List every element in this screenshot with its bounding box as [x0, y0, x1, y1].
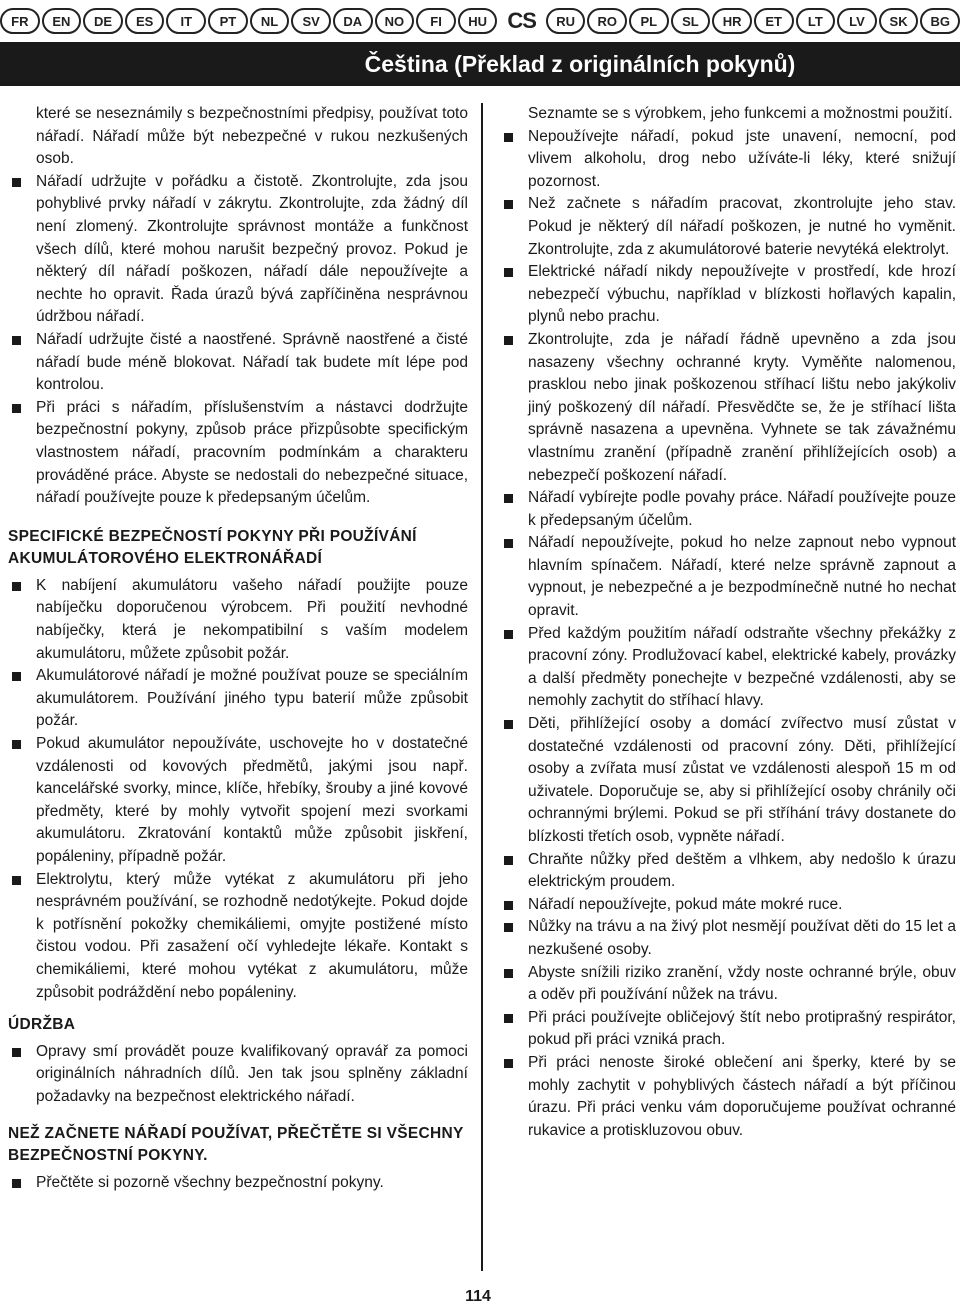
bullet-square-icon [12, 582, 21, 591]
language-tab-pt[interactable]: PT [208, 8, 248, 34]
list-item [8, 397, 468, 510]
language-tab-fi[interactable]: FI [416, 8, 456, 34]
language-tab-bar [0, 6, 960, 36]
page-title: Čeština (Překlad z originálních pokynů) [364, 50, 796, 77]
bullet-square-icon [504, 133, 513, 142]
language-tab-es[interactable]: ES [125, 8, 165, 34]
bullet-square-icon [504, 200, 513, 209]
battery-section-heading: SPECIFICKÉ BEZPEČNOSTÍ POKYNY PŘI POUŽÍVÁNÍ AKUMULÁTOROVÉHO ELEKTRONÁŘADÍ [8, 527, 417, 568]
bullet-square-icon [504, 268, 513, 277]
bullet-square-icon [12, 1048, 21, 1057]
list-item [8, 1172, 468, 1195]
list-item [8, 1041, 468, 1109]
list-item [500, 962, 956, 1007]
list-item [500, 261, 956, 329]
list-item-text: Před každým použitím nářadí odstraňte všechny překážky z pracovní zóny. Prodlužovací kabel, elektrické kabely, provázky a další předměty ponechejte v bezpečné vzdálenosti, aby se nemohly zachytit do stříhací hlavy. [528, 624, 956, 710]
list-item-text: Při práci nenoste široké oblečení ani šperky, které by se mohly zachytit v pohyblivých částech nářadí a být příčinou úrazu. Při práci venku vám doporučujeme používat ochranné rukavice a protiskluzovou obuv. [528, 1053, 956, 1139]
bullet-square-icon [12, 672, 21, 681]
bullet-square-icon [12, 404, 21, 413]
list-item [500, 713, 956, 849]
list-item-text: Akumulátorové nářadí je možné používat pouze se speciálním akumulátorem. Používání jiného typu baterií může způsobit požár. [36, 667, 468, 730]
language-tab-hr[interactable]: HR [712, 8, 752, 34]
language-tab-hu[interactable]: HU [458, 8, 498, 34]
left-intro-text: které se neseznámily s bezpečnostními předpisy, používat toto nářadí. Nářadí může být nebezpečné v rukou nezkušených osob. [36, 105, 468, 168]
list-item [500, 126, 956, 194]
list-item [500, 623, 956, 713]
list-item [8, 733, 468, 869]
list-item [500, 329, 956, 487]
list-item-text: Nářadí nepoužívejte, pokud ho nelze zapnout nebo vypnout hlavním spínačem. Nářadí, které nelze správně zapnout a vypnout, je nebezpečné a je bezpodmínečně nutné ho nechat opravit. [528, 534, 956, 620]
list-item-text: Nářadí udržujte čisté a naostřené. Správně naostřené a čisté nářadí bude méně blokovat. Nářadí tak budete mít lépe pod kontrolou. [36, 330, 468, 394]
language-tab-sv[interactable]: SV [291, 8, 331, 34]
list-item [500, 487, 956, 532]
list-item [500, 1007, 956, 1052]
list-item-text: Abyste snížili riziko zranění, vždy noste ochranné brýle, obuv a oděv při používání nůžek na trávu. [528, 963, 956, 1004]
list-item [500, 1052, 956, 1142]
language-tab-en[interactable]: EN [42, 8, 82, 34]
language-tab-it[interactable]: IT [166, 8, 206, 34]
list-item-text: Nářadí vybírejte podle povahy práce. Nářadí používejte pouze k předepsaným účelům. [528, 489, 956, 529]
bullet-square-icon [12, 876, 21, 885]
language-tab-sl[interactable]: SL [671, 8, 711, 34]
language-tab-et[interactable]: ET [754, 8, 794, 34]
list-item-text: Přečtěte si pozorně všechny bezpečnostní pokyny. [36, 1173, 384, 1191]
list-item-text: Pokud akumulátor nepoužíváte, uschovejte ho v dostatečné vzdálenosti od kovových předmětů, jakými jsou např. kancelářské svorky, mince, klíče, hřebíky, šrouby a jiné kovové předměty, které by mohly vytvořit spojení mezi svorkami akumulátoru. Zkratování kontaktů může způsobit jiskření, popáleniny, případně požár. [36, 735, 468, 865]
list-item [500, 193, 956, 261]
bullet-square-icon [504, 630, 513, 639]
language-tab-sk[interactable]: SK [879, 8, 919, 34]
bullet-square-icon [504, 539, 513, 548]
list-item-text: Nářadí nepoužívejte, pokud máte mokré ruce. [528, 895, 843, 913]
list-item-text: Elektrolytu, který může vytékat z akumulátoru při jeho nesprávném používání, se rozhodně nedotýkejte. Pokud dojde k potřísnění pokožky chemikáliemi, omyjte postižené místo čistou vodou. Při zasažení očí vyhledejte lékaře. Kontakt s chemikáliemi, které mohou vytékat z akumulátoru, může způsobit podráždění nebo popáleniny. [36, 870, 468, 1001]
language-tab-ru[interactable]: RU [546, 8, 586, 34]
maintenance-bullet-list [8, 1041, 468, 1109]
list-item-text: Zkontrolujte, zda je nářadí řádně upevněno a zda jsou nasazeny všechny ochranné kryty. Vyměňte nalomenou, prasklou nebo jinak poškozenou stříhací lištu nebo jakýkoliv jiný poškozený díl nářadí. Přesvědčte se, že je stříhací lišta správně nasazena a upevněna. Vyhnete se tak závažnému vlastnímu zranění (případně zranění přihlížejících osob) a nebezpečí poškození nářadí. [528, 330, 956, 484]
column-divider [481, 103, 483, 1271]
language-tab-fr[interactable]: FR [0, 8, 40, 34]
list-item-text: Elektrické nářadí nikdy nepoužívejte v prostředí, kde hrozí nebezpečí výbuchu, například v blízkosti hořlavých kapalin, plynů nebo prachu. [528, 263, 956, 326]
list-item [500, 894, 956, 917]
language-tab-bg[interactable]: BG [920, 8, 960, 34]
language-tab-de[interactable]: DE [83, 8, 123, 34]
bullet-square-icon [504, 1014, 513, 1023]
list-item-text: Děti, přihlížející osoby a domácí zvířectvo musí zůstat v dostatečné vzdálenosti od pracovní zóny. Děti, přihlížející osoby a zvířata musí zůstat ve vzdálenosti alespoň 15 m od uživatele. Doporučuje se, aby si přihlížející osoby chránily oči ochrannými brýlemi. Pokud se při stříhání trávy dostanete do blízkosti třetích osob, vypněte nářadí. [528, 715, 956, 845]
list-item [500, 849, 956, 894]
list-item [8, 329, 468, 397]
bullet-square-icon [12, 336, 21, 345]
language-tab-lt[interactable]: LT [796, 8, 836, 34]
list-item [8, 869, 468, 1005]
language-tab-no[interactable]: NO [375, 8, 415, 34]
language-tab-pl[interactable]: PL [629, 8, 669, 34]
bullet-square-icon [12, 1179, 21, 1188]
before-use-heading: NEŽ ZAČNETE NÁŘADÍ POUŽÍVAT, PŘEČTĚTE SI VŠECHNY BEZPEČNOSTNÍ POKYNY. [8, 1124, 464, 1165]
bullet-square-icon [12, 178, 21, 187]
list-item-text: Nůžky na trávu a na živý plot nesmějí používat děti do 15 let a nezkušené osoby. [528, 918, 956, 958]
bullet-square-icon [504, 901, 513, 910]
before-use-bullet-list [8, 1172, 468, 1195]
page-title-bar [0, 42, 960, 86]
list-item-text: K nabíjení akumulátoru vašeho nářadí použijte pouze nabíječku doporučenou výrobcem. Při použití nevhodné nabíječky, která je nekompatibilní s vaším modelem akumulátoru, můžete způsobit požár. [36, 576, 468, 662]
list-item [8, 665, 468, 733]
language-tab-nl[interactable]: NL [250, 8, 290, 34]
language-tab-da[interactable]: DA [333, 8, 373, 34]
list-item-text: Opravy smí provádět pouze kvalifikovaný opravář za pomoci originálních náhradních dílů. Jen tak jsou splněny základní požadavky na bezpečnost elektrického nářadí. [36, 1042, 468, 1105]
language-tab-ro[interactable]: RO [587, 8, 627, 34]
list-item-text: Při práci s nářadím, příslušenstvím a nástavci dodržujte bezpečnostní pokyny, způsob práce přizpůsobte specifickým vlastnostem nářadí, pracovním podmínkám a charakteru prováděné práce. Abyste se nedostali do nebezpečné situace, nářadí používejte pouze k předepsaným účelům. [36, 398, 468, 507]
bullet-square-icon [504, 720, 513, 729]
bullet-square-icon [504, 856, 513, 865]
list-item [500, 532, 956, 622]
left-bullet-list [8, 171, 468, 510]
list-item-text: Při práci používejte obličejový štít nebo protiprašný respirátor, pokud při práci vzniká prach. [528, 1008, 956, 1049]
right-intro-text: Seznamte se s výrobkem, jeho funkcemi a možnostmi použití. [528, 105, 953, 122]
bullet-square-icon [504, 494, 513, 503]
list-item-text: Chraňte nůžky před deštěm a vlhkem, aby nedošlo k úrazu elektrickým proudem. [528, 850, 956, 891]
bullet-square-icon [504, 969, 513, 978]
maintenance-section-heading: ÚDRŽBA [8, 1016, 76, 1034]
left-column [8, 103, 468, 1194]
language-tab-cs[interactable]: CS [499, 8, 543, 34]
list-item [500, 916, 956, 961]
right-column [500, 103, 956, 1142]
battery-bullet-list [8, 575, 468, 1004]
list-item [8, 575, 468, 665]
list-item-text: Než začnete s nářadím pracovat, zkontrolujte jeho stav. Pokud je některý díl nářadí poškozen, je nutné ho vyměnit. Zkontrolujte, zda z akumulátorové baterie nevytéká elektrolyt. [528, 195, 956, 258]
right-bullet-list [500, 126, 956, 1143]
list-item-text: Nepoužívejte nářadí, pokud jste unavení, nemocní, pod vlivem alkoholu, drog nebo užíváte-li léky, které snižují pozornost. [528, 127, 956, 190]
list-item-text: Nářadí udržujte v pořádku a čistotě. Zkontrolujte, zda jsou pohyblivé prvky nářadí v zákrytu. Zkontrolujte, zda žádný díl není zlomený. Zkontrolujte správnost montáže a funkčnost všech dílů, které mohou narušit bezpečný provoz. Pokud je některý díl nářadí poškozen, nářadí dále nepoužívejte a nechte ho opravit. Řada úrazů bývá zapříčiněna nesprávnou údržbou nářadí. [36, 172, 468, 326]
bullet-square-icon [504, 923, 513, 932]
language-tab-lv[interactable]: LV [837, 8, 877, 34]
page-number: 114 [465, 1288, 491, 1305]
bullet-square-icon [504, 336, 513, 345]
bullet-square-icon [12, 740, 21, 749]
bullet-square-icon [504, 1059, 513, 1068]
list-item [8, 171, 468, 329]
